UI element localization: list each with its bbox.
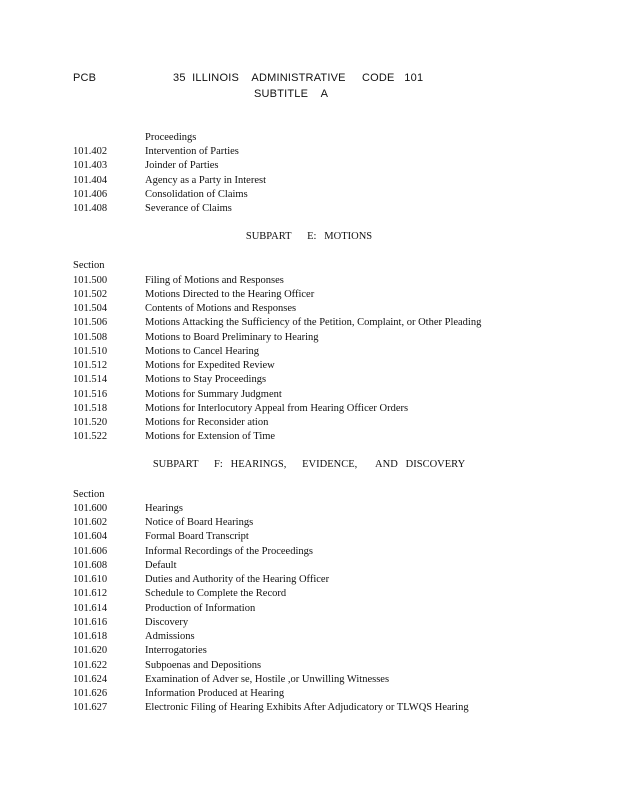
section-title: Informal Recordings of the Proceedings <box>145 546 313 557</box>
section-title: Hearings <box>145 503 183 514</box>
section-number: 101.610 <box>73 574 108 585</box>
section-title: Motions for Summary Judgment <box>145 389 282 400</box>
section-title: Severance of Claims <box>145 203 232 214</box>
section-label: Section <box>73 489 105 500</box>
section-number: 101.408 <box>73 203 108 214</box>
section-number: 101.512 <box>73 360 108 371</box>
section-number: 101.608 <box>73 560 108 571</box>
section-title: Agency as a Party in Interest <box>145 175 267 186</box>
section-number: 101.404 <box>73 175 108 186</box>
section-title: Motions Directed to the Hearing Officer <box>145 289 315 300</box>
section-title: Motions for Reconsider ation <box>145 417 269 428</box>
section-number: 101.504 <box>73 303 108 314</box>
section-title: Electronic Filing of Hearing Exhibits After Adjudicatory or TLWQS Hearing <box>145 702 469 713</box>
section-number: 101.620 <box>73 645 108 656</box>
section-number: 101.602 <box>73 517 108 528</box>
section-number: 101.626 <box>73 688 108 699</box>
section-number: 101.627 <box>73 702 108 713</box>
section-number: 101.522 <box>73 431 108 442</box>
section-title: Motions to Stay Proceedings <box>145 374 267 385</box>
section-number: 101.624 <box>73 674 108 685</box>
section-title: Schedule to Complete the Record <box>145 588 287 599</box>
section-number: 101.600 <box>73 503 108 514</box>
section-title: Notice of Board Hearings <box>145 517 254 528</box>
section-label: Proceedings <box>145 132 197 143</box>
section-number: 101.510 <box>73 346 108 357</box>
section-title: Formal Board Transcript <box>145 531 249 542</box>
section-number: 101.612 <box>73 588 108 599</box>
section-title: Subpoenas and Depositions <box>145 660 262 671</box>
section-number: 101.606 <box>73 546 108 557</box>
section-title: Joinder of Parties <box>145 160 219 171</box>
section-title: Motions for Expedited Review <box>145 360 275 371</box>
section-title: Duties and Authority of the Hearing Officer <box>145 574 330 585</box>
section-title: Default <box>145 560 177 571</box>
section-title: Information Produced at Hearing <box>145 688 285 699</box>
section-number: 101.618 <box>73 631 108 642</box>
section-title: Contents of Motions and Responses <box>145 303 297 314</box>
section-title: Admissions <box>145 631 195 642</box>
section-title: Consolidation of Claims <box>145 189 248 200</box>
section-number: 101.604 <box>73 531 108 542</box>
header-agency: PCB <box>73 72 97 84</box>
section-title: Interrogatories <box>145 645 207 656</box>
section-number: 101.502 <box>73 289 108 300</box>
section-number: 101.514 <box>73 374 108 385</box>
section-title: Intervention of Parties <box>145 146 239 157</box>
section-number: 101.614 <box>73 603 108 614</box>
section-title: Examination of Adver se, Hostile ,or Unwilling Witnesses <box>145 674 390 685</box>
subpart-f-heading: SUBPART F: HEARINGS, EVIDENCE, AND DISCOVERY <box>152 459 466 470</box>
section-title: Motions for Extension of Time <box>145 431 276 442</box>
section-label: Section <box>73 260 105 271</box>
section-number: 101.516 <box>73 389 108 400</box>
section-number: 101.518 <box>73 403 108 414</box>
section-title: Filing of Motions and Responses <box>145 275 284 286</box>
section-number: 101.406 <box>73 189 108 200</box>
section-title: Production of Information <box>145 603 256 614</box>
section-title: Motions Attacking the Sufficiency of the Petition, Complaint, or Other Pleading <box>145 317 482 328</box>
section-title: Motions for Interlocutory Appeal from Hearing Officer Orders <box>145 403 409 414</box>
header-subtitle: SUBTITLE A <box>254 88 329 100</box>
section-number: 101.616 <box>73 617 108 628</box>
section-number: 101.508 <box>73 332 108 343</box>
section-number: 101.402 <box>73 146 108 157</box>
section-title: Motions to Cancel Hearing <box>145 346 260 357</box>
section-number: 101.403 <box>73 160 108 171</box>
header-code-title: 35 ILLINOIS ADMINISTRATIVE CODE 101 <box>173 72 424 84</box>
section-title: Motions to Board Preliminary to Hearing <box>145 332 319 343</box>
section-title: Discovery <box>145 617 189 628</box>
subpart-e-heading: SUBPART E: MOTIONS <box>245 231 373 242</box>
section-number: 101.500 <box>73 275 108 286</box>
section-number: 101.520 <box>73 417 108 428</box>
section-number: 101.622 <box>73 660 108 671</box>
section-number: 101.506 <box>73 317 108 328</box>
